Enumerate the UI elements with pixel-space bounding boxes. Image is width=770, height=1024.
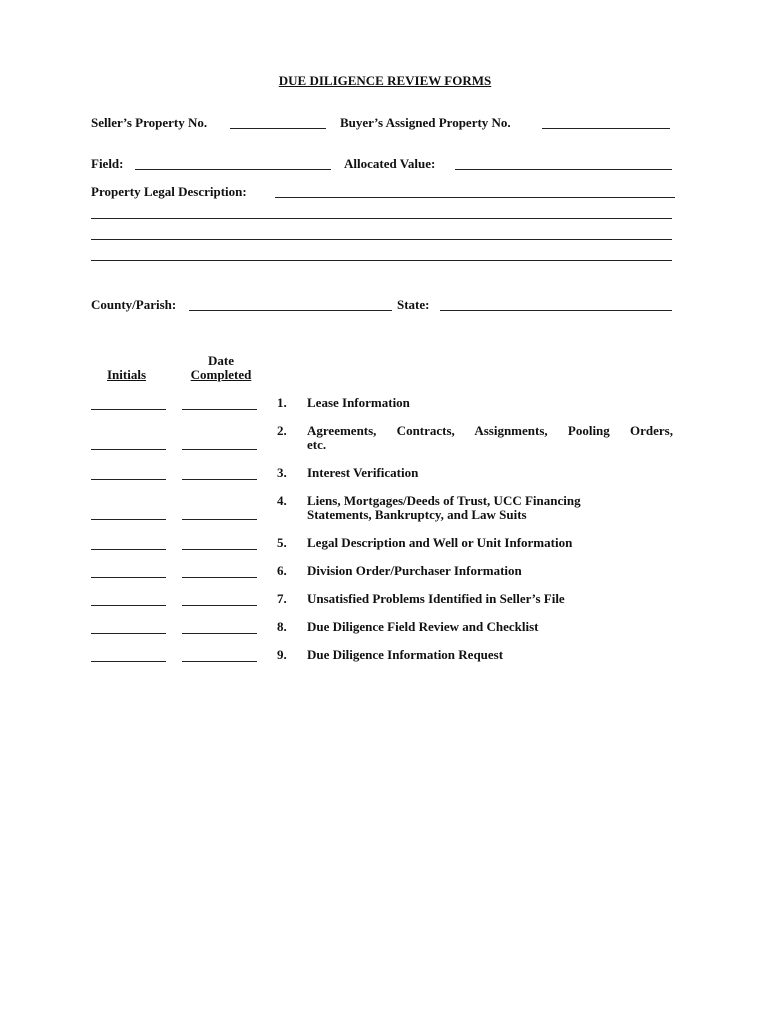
- item-text-7: Unsatisfied Problems Identified in Seller’s File: [307, 591, 565, 606]
- date-completed-blank-5[interactable]: [182, 549, 257, 550]
- county-parish-label: County/Parish:: [91, 297, 177, 312]
- date-completed-blank-2[interactable]: [182, 449, 257, 450]
- date-completed-blank-3[interactable]: [182, 479, 257, 480]
- initials-blank-3[interactable]: [91, 479, 166, 480]
- item-number-8: 8.: [277, 619, 287, 634]
- item-number-2: 2.: [277, 423, 287, 438]
- date-header-line2: Completed: [190, 367, 252, 382]
- item-number-4: 4.: [277, 493, 287, 508]
- item-text-8: Due Diligence Field Review and Checklist: [307, 619, 539, 634]
- item-text-2-line2: etc.: [307, 437, 327, 452]
- legal-description-label: Property Legal Description:: [91, 184, 247, 199]
- item-text-2-line1: Agreements, Contracts, Assignments, Pooling Orders,: [307, 423, 673, 438]
- item-number-9: 9.: [277, 647, 287, 662]
- buyers-property-label: Buyer’s Assigned Property No.: [340, 115, 511, 130]
- item-number-5: 5.: [277, 535, 287, 550]
- legal-description-blank-2[interactable]: [91, 218, 672, 219]
- item-number-1: 1.: [277, 395, 287, 410]
- date-completed-blank-9[interactable]: [182, 661, 257, 662]
- field-label: Field:: [91, 156, 124, 171]
- form-title: DUE DILIGENCE REVIEW FORMS: [278, 73, 492, 88]
- item-number-3: 3.: [277, 465, 287, 480]
- legal-description-blank-1[interactable]: [275, 197, 675, 198]
- item-text-1: Lease Information: [307, 395, 410, 410]
- date-completed-blank-8[interactable]: [182, 633, 257, 634]
- county-parish-blank[interactable]: [189, 310, 392, 311]
- item-text-3: Interest Verification: [307, 465, 419, 480]
- item-text-5: Legal Description and Well or Unit Information: [307, 535, 573, 550]
- date-completed-blank-6[interactable]: [182, 577, 257, 578]
- state-blank[interactable]: [440, 310, 672, 311]
- buyers-property-blank[interactable]: [542, 128, 670, 129]
- initials-blank-5[interactable]: [91, 549, 166, 550]
- field-blank[interactable]: [135, 169, 331, 170]
- legal-description-blank-3[interactable]: [91, 239, 672, 240]
- allocated-value-label: Allocated Value:: [344, 156, 436, 171]
- allocated-value-blank[interactable]: [455, 169, 672, 170]
- item-number-7: 7.: [277, 591, 287, 606]
- item-text-4-line2: Statements, Bankruptcy, and Law Suits: [307, 507, 527, 522]
- initials-blank-8[interactable]: [91, 633, 166, 634]
- initials-blank-9[interactable]: [91, 661, 166, 662]
- state-label: State:: [397, 297, 430, 312]
- item-number-6: 6.: [277, 563, 287, 578]
- date-header-line1: Date: [208, 353, 234, 368]
- sellers-property-blank[interactable]: [230, 128, 326, 129]
- item-text-6: Division Order/Purchaser Information: [307, 563, 522, 578]
- initials-header: Initials: [107, 367, 147, 382]
- legal-description-blank-4[interactable]: [91, 260, 672, 261]
- initials-blank-7[interactable]: [91, 605, 166, 606]
- date-completed-blank-1[interactable]: [182, 409, 257, 410]
- item-text-9: Due Diligence Information Request: [307, 647, 504, 662]
- initials-blank-6[interactable]: [91, 577, 166, 578]
- date-completed-blank-4[interactable]: [182, 519, 257, 520]
- date-completed-blank-7[interactable]: [182, 605, 257, 606]
- initials-blank-4[interactable]: [91, 519, 166, 520]
- initials-blank-1[interactable]: [91, 409, 166, 410]
- initials-blank-2[interactable]: [91, 449, 166, 450]
- item-text-4-line1: Liens, Mortgages/Deeds of Trust, UCC Financing: [307, 493, 581, 508]
- sellers-property-label: Seller’s Property No.: [91, 115, 208, 130]
